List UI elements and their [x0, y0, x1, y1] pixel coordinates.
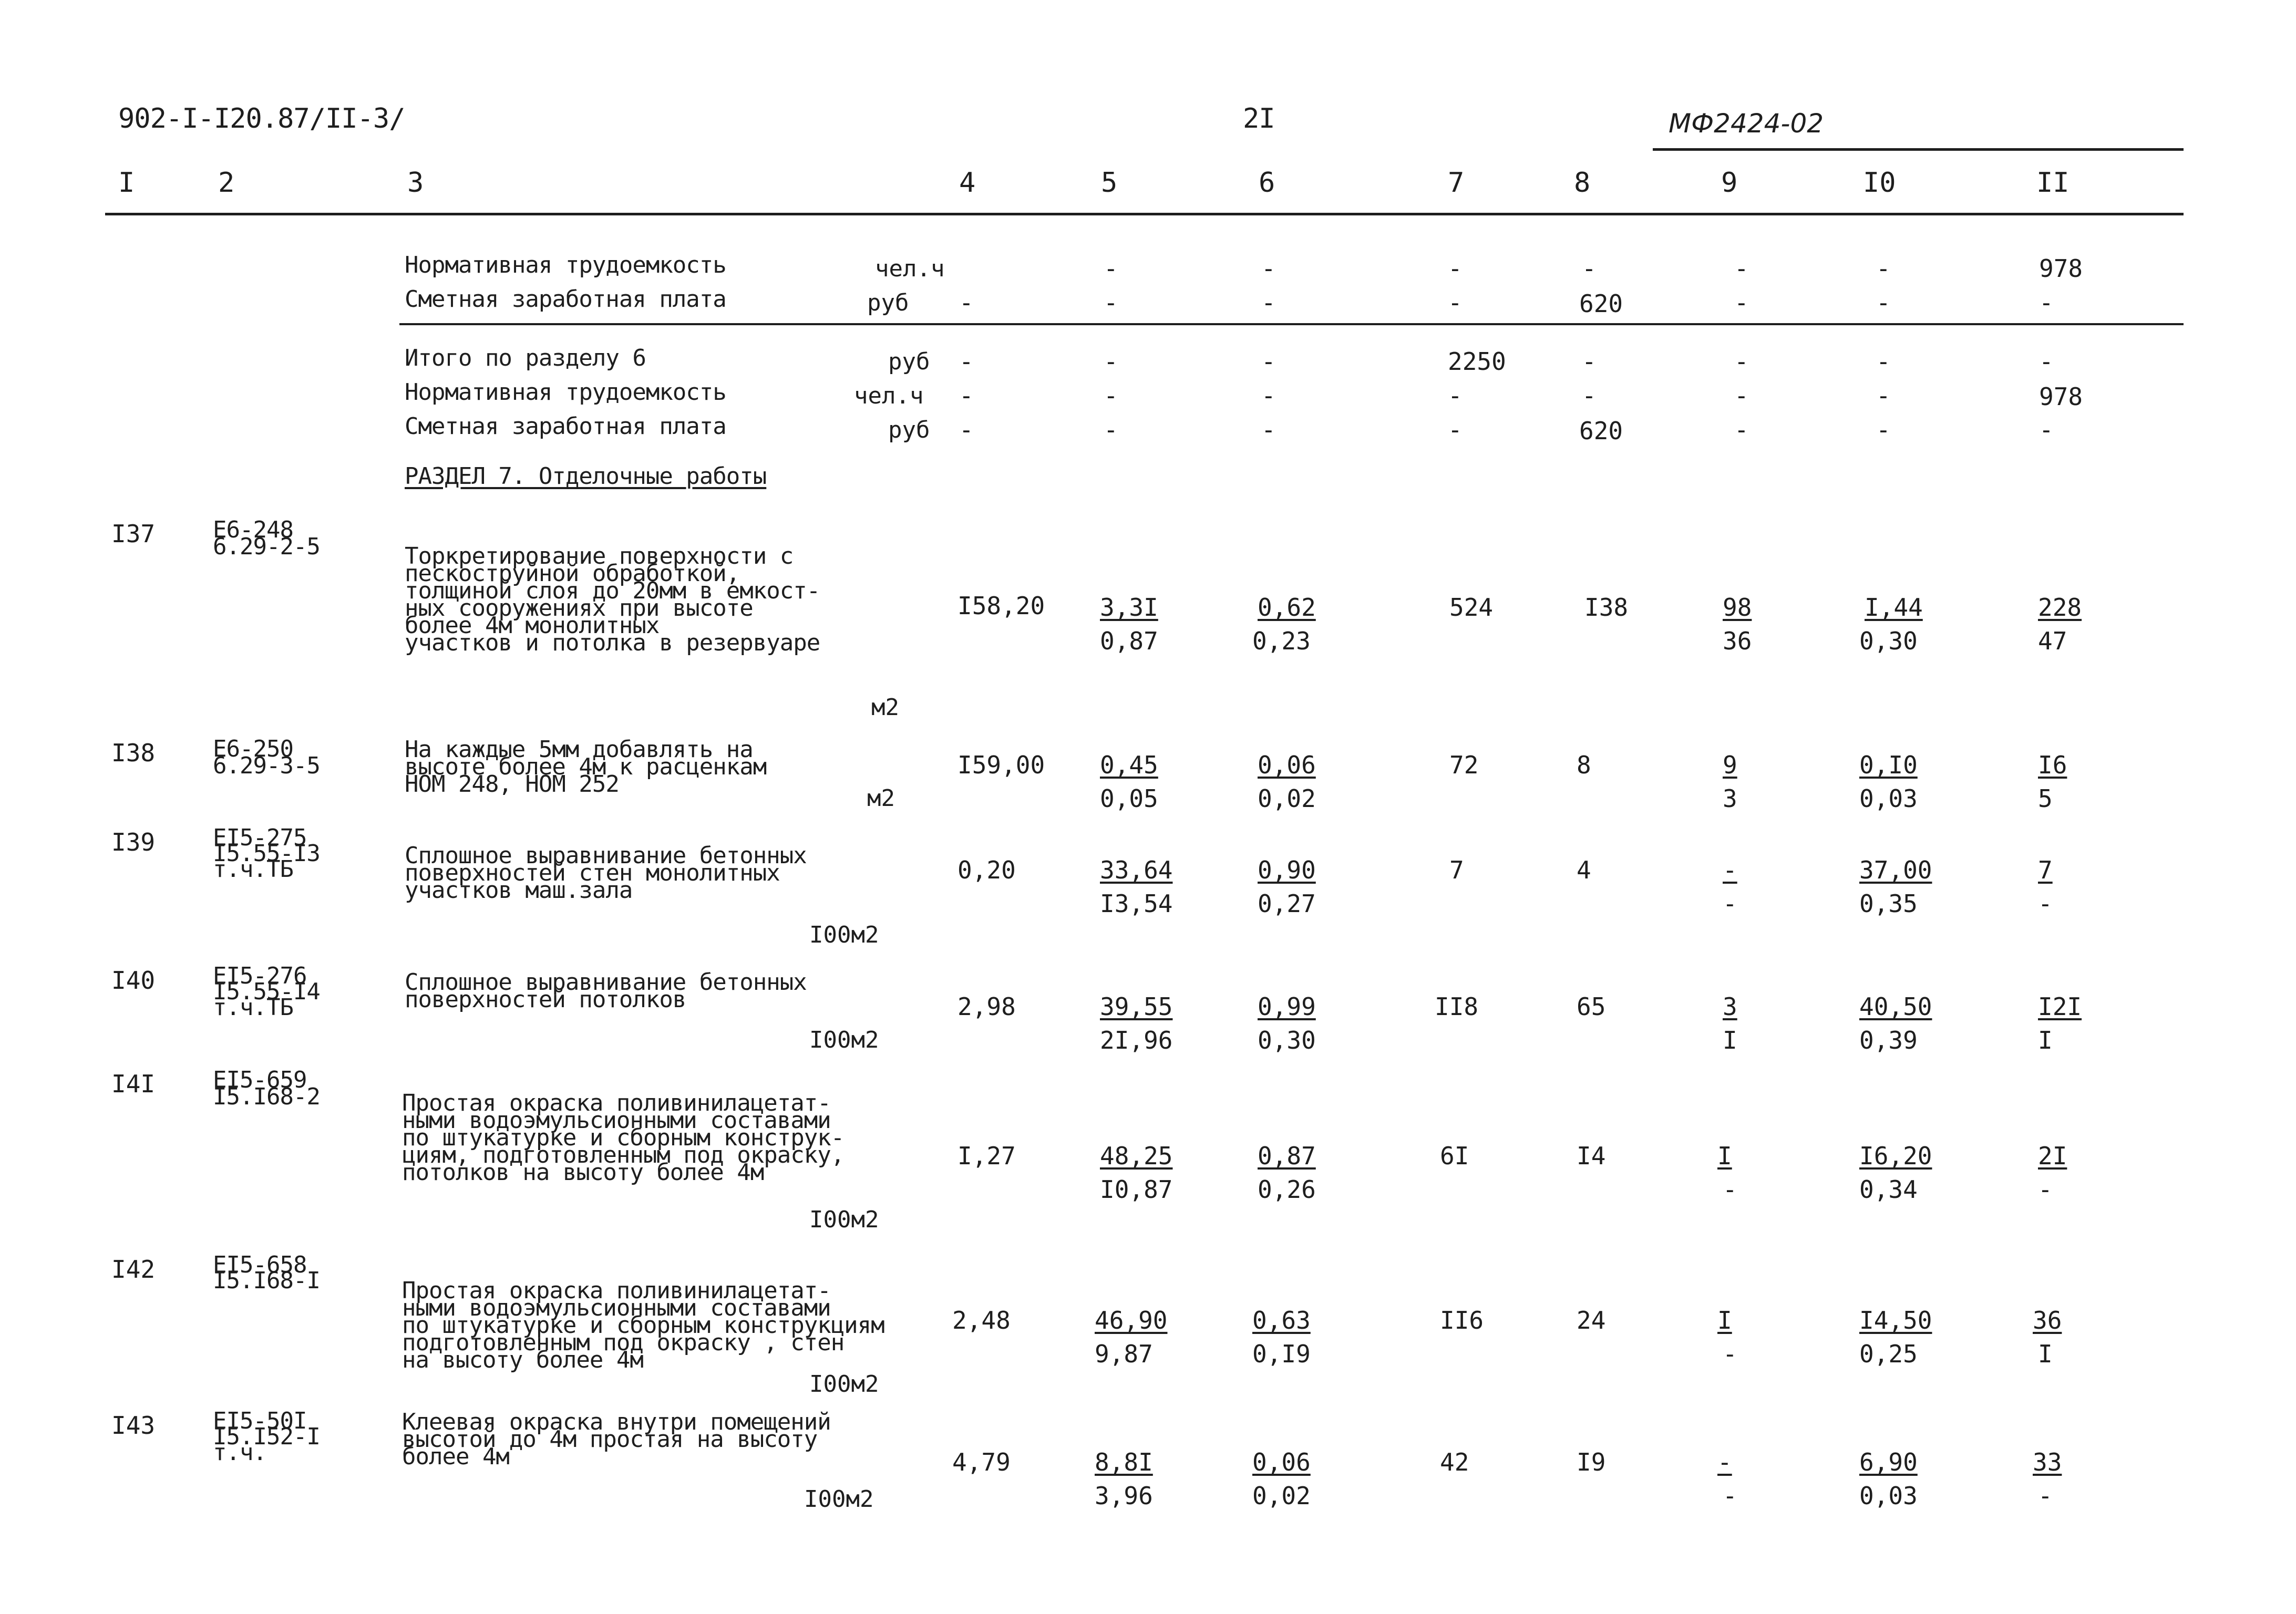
labor-unit-bottom: 0,30 [1859, 627, 1918, 655]
unit-cost-bottom: 2I,96 [1100, 1026, 1173, 1054]
column-header: I0 [1863, 167, 1896, 199]
labor-total-top: 2I [2038, 1142, 2067, 1170]
summary-value: - [1734, 381, 1749, 410]
labor-total-bottom: I [2038, 1340, 2053, 1368]
unit-machine-top: 0,06 [1258, 751, 1316, 779]
total-machine-top: 9 [1723, 751, 1737, 779]
summary-value: - [1582, 381, 1597, 410]
unit-of-measure: I00м2 [809, 1206, 879, 1233]
total-machine-top: - [1717, 1448, 1732, 1476]
labor-total-top: 36 [2033, 1306, 2062, 1334]
unit-cost-bottom: 3,96 [1095, 1482, 1153, 1510]
total-machine-top: I [1717, 1142, 1732, 1170]
page-number: 2I [1243, 103, 1275, 134]
summary-value: - [1734, 347, 1749, 376]
total-machine-bottom: 3 [1723, 784, 1737, 813]
summary-value: - [1876, 254, 1891, 283]
quantity: 2,98 [957, 992, 1016, 1021]
summary-value: - [1104, 254, 1118, 283]
column-header: 3 [407, 167, 424, 199]
total-wages: I9 [1577, 1448, 1606, 1476]
rate-code: ЕI5-276 I5.55-I4 т.ч.ТБ [213, 963, 320, 1021]
total-machine-bottom: - [1723, 1175, 1737, 1204]
unit-of-measure: I00м2 [804, 1486, 874, 1513]
labor-total-bottom: - [2038, 889, 2053, 918]
labor-unit-top: I4,50 [1859, 1306, 1932, 1334]
work-description: Простая окраска поливинилацетат- ными водоэмульсионными составами по штукатурке и сборным конструкциям подготовленным под окраску , стен на высоту более 4м [402, 1277, 884, 1373]
column-header: 2 [218, 167, 235, 199]
column-header: 6 [1259, 167, 1275, 199]
summary-rule [399, 323, 2184, 325]
labor-total-bottom: 47 [2038, 627, 2067, 655]
labor-unit-bottom: 0,03 [1859, 1482, 1918, 1510]
quantity: 4,79 [952, 1448, 1011, 1476]
column-header: 4 [959, 167, 976, 199]
total-cost: 6I [1440, 1142, 1469, 1170]
labor-unit-bottom: 0,34 [1859, 1175, 1918, 1204]
total-machine-top: 3 [1723, 992, 1737, 1021]
item-number: I4I [111, 1070, 156, 1098]
summary-value: - [959, 288, 974, 317]
column-header-rule [105, 213, 2184, 215]
unit-cost-top: 46,90 [1095, 1306, 1168, 1334]
item-number: I42 [111, 1255, 156, 1284]
total-machine-top: - [1723, 856, 1737, 884]
unit-cost-bottom: 0,87 [1100, 627, 1158, 655]
summary-value: 978 [2039, 382, 2083, 411]
summary-value: - [1876, 381, 1891, 410]
unit-cost-top: 39,55 [1100, 992, 1173, 1021]
work-description: Сплошное выравнивание бетонных поверхностей потолков [405, 969, 807, 1013]
labor-unit-bottom: 0,25 [1859, 1340, 1918, 1368]
summary-value: - [1261, 254, 1276, 283]
unit-machine-bottom: 0,23 [1252, 627, 1311, 655]
total-machine-bottom: - [1723, 889, 1737, 918]
labor-unit-top: I,44 [1865, 593, 1923, 622]
summary-value: - [1448, 416, 1463, 444]
summary-label: Сметная заработная плата [405, 286, 726, 313]
labor-total-top: 7 [2038, 856, 2053, 884]
summary-label: Нормативная трудоемкость [405, 379, 726, 406]
summary-value: - [959, 381, 974, 410]
rate-code: Е6-248 6.29-2-5 [213, 516, 320, 560]
unit-machine-bottom: 0,26 [1258, 1175, 1316, 1204]
labor-unit-bottom: 0,03 [1859, 784, 1918, 813]
item-number: I37 [111, 520, 156, 548]
document-code: 902-I-I20.87/II-3/ [118, 103, 405, 134]
unit-of-measure: I00м2 [809, 1027, 879, 1053]
summary-label: Итого по разделу 6 [405, 345, 646, 371]
unit-of-measure: м2 [867, 785, 895, 812]
unit-machine-bottom: 0,02 [1252, 1482, 1311, 1510]
summary-value: - [959, 416, 974, 444]
summary-value: - [1876, 288, 1891, 317]
unit-of-measure: I00м2 [809, 1371, 879, 1398]
work-description: Сплошное выравнивание бетонных поверхностей стен монолитных участков маш.зала [405, 842, 807, 904]
summary-value: - [2039, 288, 2054, 317]
item-number: I43 [111, 1411, 156, 1440]
labor-total-top: I6 [2038, 751, 2067, 779]
column-header: 7 [1448, 167, 1465, 199]
labor-unit-top: 40,50 [1859, 992, 1932, 1021]
rate-code: ЕI5-658 I5.I68-I [213, 1251, 320, 1294]
labor-total-bottom: 5 [2038, 784, 2053, 813]
unit-cost-bottom: I3,54 [1100, 889, 1173, 918]
section-title: РАЗДЕЛ 7. Отделочные работы [405, 463, 767, 490]
unit-cost-top: 33,64 [1100, 856, 1173, 884]
total-wages: 65 [1577, 992, 1606, 1021]
unit-machine-bottom: 0,02 [1258, 784, 1316, 813]
total-wages: 24 [1577, 1306, 1606, 1334]
unit-cost-bottom: 0,05 [1100, 784, 1158, 813]
unit-of-measure: I00м2 [809, 922, 879, 948]
column-header: I [118, 167, 135, 199]
header-rule-top [1653, 148, 2184, 151]
summary-value: - [1448, 288, 1463, 317]
quantity: 0,20 [957, 856, 1016, 884]
summary-value: 978 [2039, 254, 2083, 283]
total-cost: 524 [1449, 593, 1494, 622]
summary-value: - [1261, 347, 1276, 376]
unit-machine-top: 0,90 [1258, 856, 1316, 884]
total-cost: 72 [1449, 751, 1479, 779]
summary-value: - [2039, 347, 2054, 376]
unit-cost-top: 8,8I [1095, 1448, 1153, 1476]
total-machine-bottom: - [1723, 1340, 1737, 1368]
labor-total-top: 33 [2033, 1448, 2062, 1476]
summary-value: - [1582, 254, 1597, 283]
summary-unit: руб [867, 289, 909, 316]
summary-value: - [1876, 416, 1891, 444]
summary-value: - [1261, 416, 1276, 444]
labor-total-top: I2I [2038, 992, 2082, 1021]
unit-cost-bottom: 9,87 [1095, 1340, 1153, 1368]
unit-machine-top: 0,87 [1258, 1142, 1316, 1170]
summary-label: Нормативная трудоемкость [405, 252, 726, 278]
total-cost: II6 [1440, 1306, 1484, 1334]
unit-machine-top: 0,06 [1252, 1448, 1311, 1476]
work-description: Клеевая окраска внутри помещений высотой до 4м простая на высоту более 4м [402, 1409, 831, 1470]
summary-unit: руб [888, 348, 930, 375]
work-description: Простая окраска поливинилацетат- ными водоэмульсионными составами по штукатурке и сборным конструк- циям, подготовленным под окраску, потолков на высоту более 4м [402, 1090, 845, 1186]
column-header: 5 [1101, 167, 1118, 199]
total-machine-top: 98 [1723, 593, 1752, 622]
column-header: 9 [1721, 167, 1738, 199]
unit-cost-top: 0,45 [1100, 751, 1158, 779]
summary-value: - [2039, 416, 2054, 444]
rate-code: ЕI5-659 I5.I68-2 [213, 1067, 320, 1110]
unit-machine-bottom: 0,I9 [1252, 1340, 1311, 1368]
labor-total-bottom: - [2038, 1175, 2053, 1204]
labor-unit-bottom: 0,35 [1859, 889, 1918, 918]
total-wages: 4 [1577, 856, 1591, 884]
total-machine-bottom: - [1723, 1482, 1737, 1510]
item-number: I39 [111, 828, 156, 856]
summary-value: - [1104, 416, 1118, 444]
summary-value: - [1448, 254, 1463, 283]
total-cost: II8 [1435, 992, 1479, 1021]
item-number: I40 [111, 966, 156, 995]
rate-code: Е6-250 6.29-3-5 [213, 736, 320, 779]
summary-value: - [1448, 381, 1463, 410]
summary-value: - [1261, 288, 1276, 317]
summary-value: - [1734, 288, 1749, 317]
summary-value: 2250 [1448, 347, 1506, 376]
total-machine-top: I [1717, 1306, 1732, 1334]
column-header: 8 [1574, 167, 1591, 199]
total-wages: I38 [1584, 593, 1629, 622]
summary-unit: чел.ч [875, 255, 945, 282]
unit-machine-bottom: 0,27 [1258, 889, 1316, 918]
labor-total-bottom: I [2038, 1026, 2053, 1054]
total-machine-bottom: 36 [1723, 627, 1752, 655]
total-wages: 8 [1577, 751, 1591, 779]
unit-cost-top: 3,3I [1100, 593, 1158, 622]
total-cost: 42 [1440, 1448, 1469, 1476]
quantity: I,27 [957, 1142, 1016, 1170]
rate-code: ЕI5-50I I5.I52-I т.ч. [213, 1408, 320, 1466]
summary-label: Сметная заработная плата [405, 413, 726, 440]
unit-machine-bottom: 0,30 [1258, 1026, 1316, 1054]
summary-value: - [1876, 347, 1891, 376]
summary-value: - [1104, 381, 1118, 410]
summary-unit: руб [888, 417, 930, 443]
unit-machine-top: 0,63 [1252, 1306, 1311, 1334]
unit-of-measure: м2 [871, 694, 899, 721]
summary-value: - [959, 347, 974, 376]
labor-total-bottom: - [2038, 1482, 2053, 1510]
summary-value: 620 [1579, 417, 1623, 445]
summary-value: - [1261, 381, 1276, 410]
unit-machine-top: 0,99 [1258, 992, 1316, 1021]
labor-unit-top: I6,20 [1859, 1142, 1932, 1170]
total-wages: I4 [1577, 1142, 1606, 1170]
quantity: I59,00 [957, 751, 1045, 779]
column-header: II [2036, 167, 2070, 199]
unit-machine-top: 0,62 [1258, 593, 1316, 622]
summary-value: - [1734, 416, 1749, 444]
total-machine-bottom: I [1723, 1026, 1737, 1054]
summary-value: - [1734, 254, 1749, 283]
labor-unit-top: 37,00 [1859, 856, 1932, 884]
labor-total-top: 228 [2038, 593, 2082, 622]
summary-value: - [1104, 347, 1118, 376]
unit-cost-bottom: I0,87 [1100, 1175, 1173, 1204]
labor-unit-top: 6,90 [1859, 1448, 1918, 1476]
summary-unit: чел.ч [854, 382, 924, 409]
rate-code: ЕI5-275 I5.55-I3 т.ч.ТБ [213, 824, 320, 883]
summary-value: - [1582, 347, 1597, 376]
summary-value: 620 [1579, 289, 1623, 318]
total-cost: 7 [1449, 856, 1464, 884]
labor-unit-bottom: 0,39 [1859, 1026, 1918, 1054]
labor-unit-top: 0,I0 [1859, 751, 1918, 779]
work-description: Торкретирование поверхности с пескоструйной обработкой, толщиной слоя до 20мм в емкост- ных сооружениях при высоте более 4м монолитных участков и потолка в резервуаре [405, 543, 820, 656]
unit-cost-top: 48,25 [1100, 1142, 1173, 1170]
item-number: I38 [111, 739, 156, 767]
quantity: 2,48 [952, 1306, 1011, 1334]
summary-value: - [1104, 288, 1118, 317]
quantity: I58,20 [957, 592, 1045, 620]
work-description: На каждые 5мм добавлять на высоте более 4м к расценкам НОМ 248, НОМ 252 [405, 736, 767, 798]
document-stamp: МФ2424-02 [1669, 108, 1824, 139]
